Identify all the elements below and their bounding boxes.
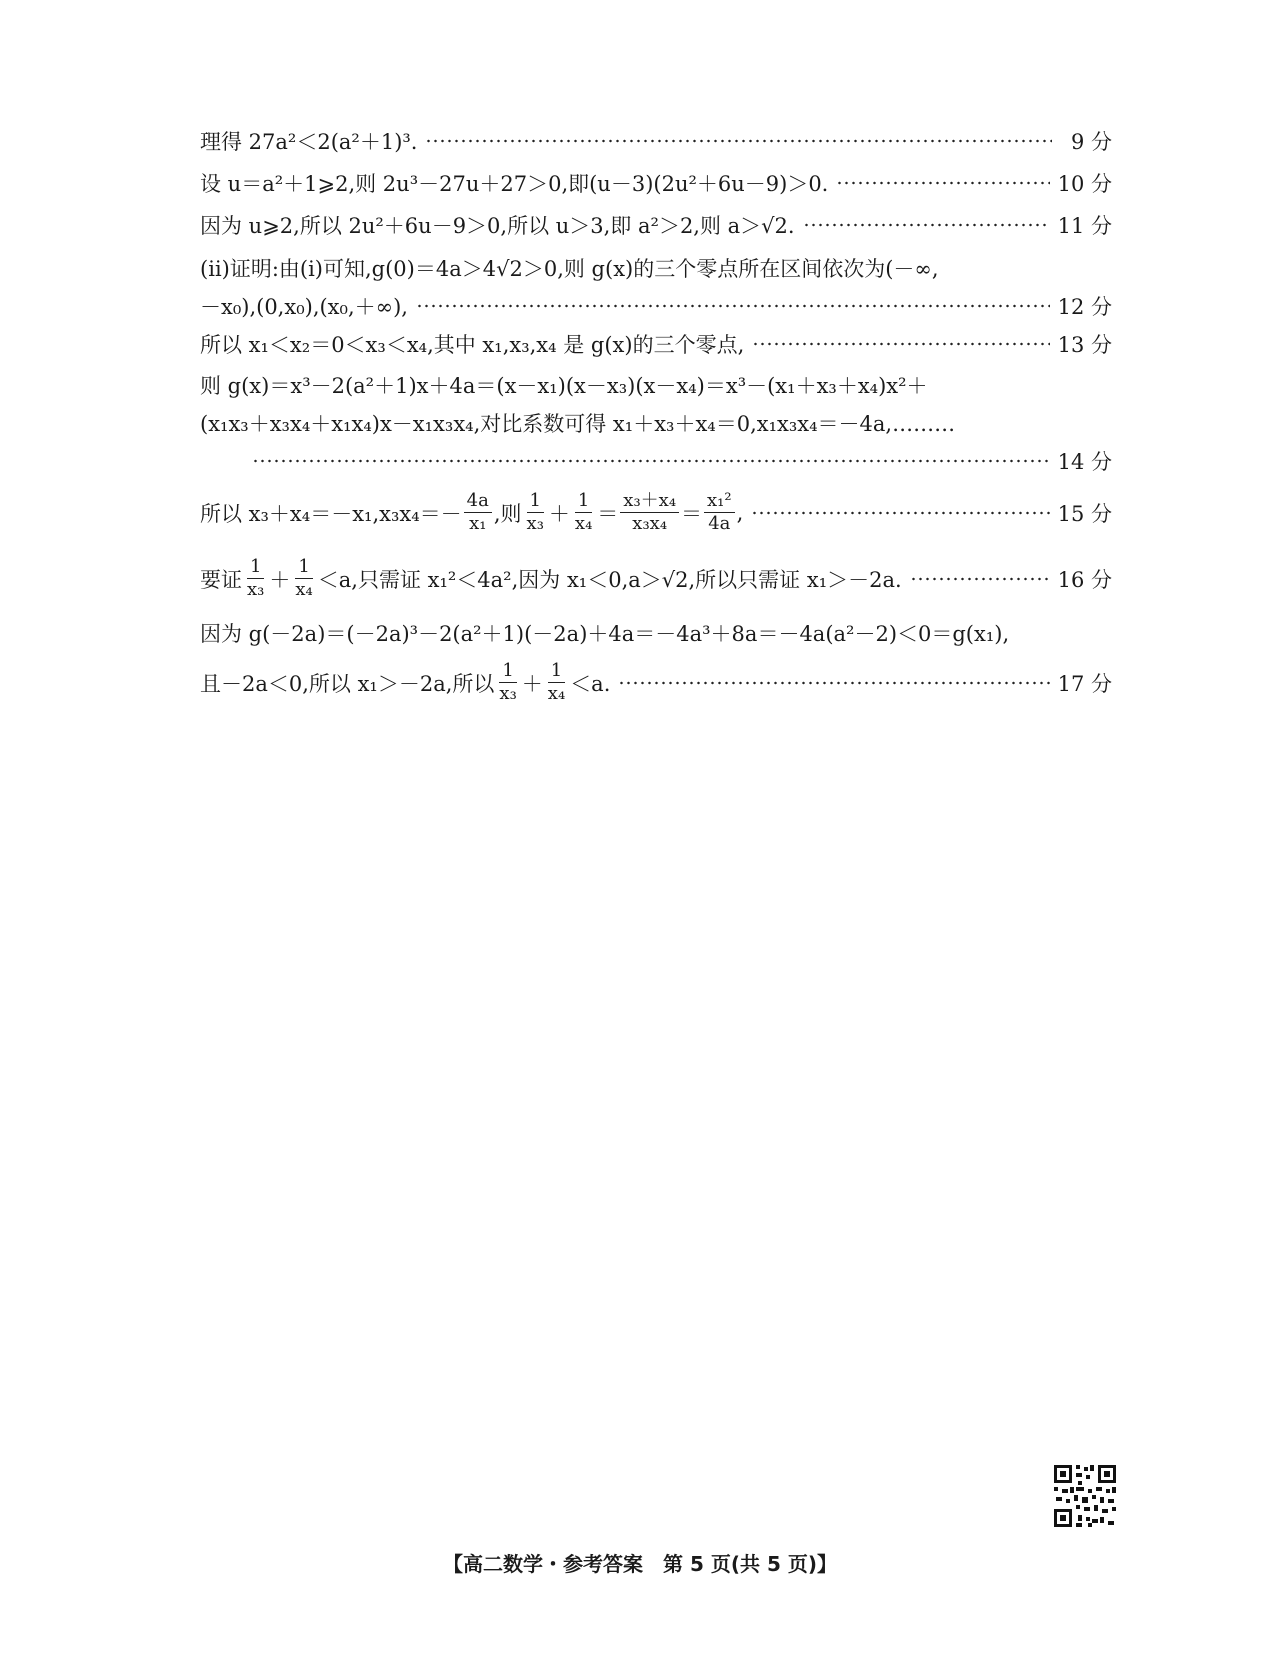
fraction [524,490,547,535]
solution-line-1-text: 理得 27a²＜2(a²＋1)³. [200,130,418,154]
solution-line-7-text: 则 g(x)＝x³－2(a²＋1)x＋4a＝(x－x₁)(x－x₃)(x－x₄)＝x³－(x₁＋x₃＋x₄)x²＋ [200,374,928,398]
leader-dots [751,511,1049,515]
solution-line-5 [200,291,1112,321]
leader-dots [752,342,1049,346]
fraction [620,490,679,535]
fraction [704,490,735,535]
fraction-denominator: x₁ [469,513,487,534]
equals-sign: ＝ [597,501,619,526]
leader-dots [910,577,1050,581]
fraction-denominator: x₃ [499,683,517,704]
line-11-prefix: 要证 [200,567,242,592]
qr-code-icon [1052,1463,1118,1529]
line-10-suffix: , [736,500,744,525]
fraction-denominator: x₄ [547,683,566,704]
line-13-prefix: 且－2a＜0,所以 x₁＞－2a,所以 [200,671,495,696]
solution-line-8-text: (x₁x₃＋x₃x₄＋x₁x₄)x－x₁x₃x₄,对比系数可得 x₁＋x₃＋x₄＝0,x₁x₃x₄＝－4a,……… [200,412,956,436]
score-label: 16 分 [1057,567,1112,592]
solution-line-2 [200,168,1112,198]
line-10-mid: ,则 [493,501,522,526]
fraction-denominator: x₄ [574,513,593,534]
leader-dots [803,223,1050,227]
solution-line-6-text: 所以 x₁＜x₂＝0＜x₃＜x₄,其中 x₁,x₃,x₄ 是 g(x)的三个零点, [200,333,745,357]
fraction-numerator: 1 [499,660,516,683]
solution-line-3-text: 因为 u⩾2,所以 2u²＋6u－9＞0,所以 u＞3,即 a²＞2,则 a＞√2. [200,214,795,238]
fraction [464,490,492,535]
fraction-denominator: x₃x₄ [632,513,668,534]
plus-sign: ＋ [548,501,570,526]
solution-line-4 [200,253,1112,283]
fraction [545,660,568,705]
score-label: 9 分 [1070,130,1112,154]
line-11-suffix: ＜a,只需证 x₁²＜4a²,因为 x₁＜0,a＞√2,所以只需证 x₁＞－2a. [317,567,902,592]
solution-line-11 [200,556,1112,601]
solution-line-9 [200,446,1112,476]
solution-line-2-text: 设 u＝a²＋1⩾2,则 2u³－27u＋27＞0,即(u－3)(2u²＋6u－9)＞0. [200,172,829,196]
fraction-numerator: 4a [464,490,492,513]
solution-line-12 [200,618,1112,648]
fraction [292,556,315,601]
score-label: 15 分 [1057,501,1112,526]
solution-line-4-text: (ⅱ)证明:由(ⅰ)可知,g(0)＝4a＞4√2＞0,则 g(x)的三个零点所在区间依次为(－∞, [200,257,939,281]
solution-line-13 [200,660,1112,705]
score-label: 10 分 [1057,172,1112,196]
fraction-denominator: 4a [708,513,731,534]
fraction [572,490,595,535]
leader-dots [425,139,1052,143]
solution-line-12-text: 因为 g(－2a)＝(－2a)³－2(a²＋1)(－2a)＋4a＝－4a³＋8a＝－4a(a²－2)＜0＝g(x₁), [200,622,1010,646]
plus-sign: ＋ [521,671,543,696]
line-13-suffix: ＜a. [570,671,611,696]
leader-dots [416,304,1050,308]
page-footer: 【高二数学・参考答案 第 5 页(共 5 页)】 [443,1552,837,1576]
score-label: 17 分 [1057,671,1112,696]
fraction-numerator: x₁² [704,490,735,513]
score-label: 13 分 [1057,333,1112,357]
solution-line-7 [200,370,1112,400]
solution-line-3 [200,210,1112,240]
leader-dots [252,459,1050,463]
solution-line-6 [200,329,1112,359]
leader-dots [836,181,1049,185]
fraction-numerator: 1 [575,490,592,513]
fraction-denominator: x₃ [247,579,265,600]
solution-line-10 [200,490,1112,535]
leader-dots [618,681,1049,685]
fraction-numerator: 1 [548,660,565,683]
fraction-denominator: x₃ [526,513,544,534]
fraction [244,556,267,601]
line-10-prefix: 所以 x₃＋x₄＝－x₁,x₃x₄＝－ [200,501,462,526]
score-label: 14 分 [1057,450,1112,474]
fraction-numerator: 1 [295,556,312,579]
fraction-numerator: 1 [247,556,264,579]
score-label: 12 分 [1057,295,1112,319]
solution-line-5-text: －x₀),(0,x₀),(x₀,＋∞), [200,295,408,319]
fraction-numerator: 1 [527,490,544,513]
score-label: 11 分 [1057,214,1112,238]
fraction [496,660,519,705]
solution-line-8 [200,408,1112,438]
fraction-denominator: x₄ [295,579,313,600]
plus-sign: ＋ [269,567,291,592]
equals-sign: ＝ [681,501,703,526]
fraction-numerator: x₃＋x₄ [620,490,679,513]
solution-line-1 [200,126,1112,156]
